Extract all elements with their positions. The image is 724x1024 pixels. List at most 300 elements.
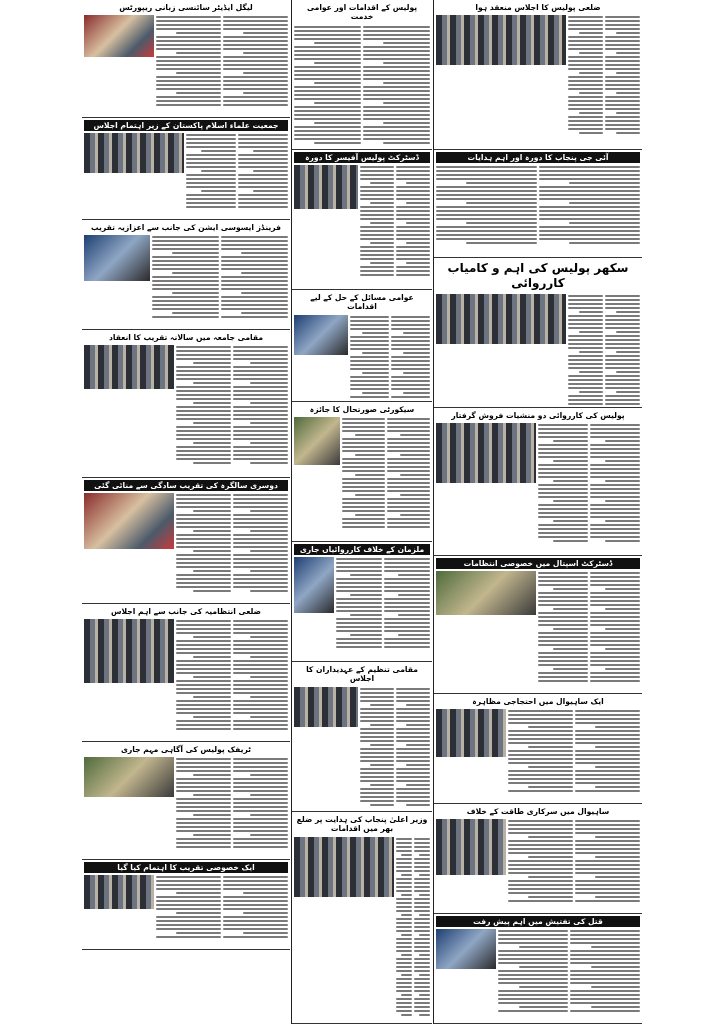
text-line [384,618,430,620]
text-line [575,758,640,760]
text-line [401,854,412,856]
text-line [176,620,231,622]
text-line [250,550,289,552]
text-line [314,122,361,124]
text-line [575,782,640,784]
text-line [233,514,288,516]
text-line [186,194,236,196]
text-line [391,320,430,322]
text-line [396,230,430,232]
text-line [396,728,430,730]
text-line [539,186,640,188]
text-line [396,254,430,256]
text-line [238,202,288,204]
text-line [156,908,221,910]
text-line [363,110,430,112]
text-line [360,748,394,750]
text-line [539,198,640,200]
article-text [575,709,640,792]
text-line [406,222,430,224]
story-body [84,345,288,464]
text-line [605,395,640,397]
text-line [616,311,641,313]
text-line [605,44,640,46]
text-line [221,244,288,246]
text-line [294,106,361,108]
text-line [176,32,222,34]
text-line [223,20,288,22]
text-line [616,391,641,393]
news-story [434,0,642,150]
text-line [186,162,236,164]
text-line [363,130,430,132]
text-line [419,854,430,856]
text-line [590,516,640,518]
text-line [575,884,640,886]
text-line [360,170,394,172]
text-line [193,402,232,404]
text-line [387,426,430,428]
text-line [360,234,394,236]
text-line [579,32,604,34]
text-line [396,862,412,864]
text-line [360,174,394,176]
text-line [538,452,588,454]
text-line [605,315,640,317]
text-line [575,730,640,732]
text-line [384,566,430,568]
text-line [436,210,537,212]
text-line [414,946,430,948]
text-line [176,842,231,844]
text-line [387,482,430,484]
text-line [250,834,289,836]
text-line [233,644,288,646]
text-line [419,934,430,936]
text-line [233,418,288,420]
text-line [590,504,640,506]
text-line [538,432,588,434]
story-body [294,417,430,528]
text-line [575,754,640,756]
text-line [336,570,382,572]
text-line [508,754,573,756]
text-line [384,642,430,644]
text-line [539,174,640,176]
text-line [360,226,394,228]
text-line [508,900,573,902]
text-line [605,108,640,110]
text-line [314,82,361,84]
text-line [590,444,640,446]
text-line [616,331,641,333]
text-line [363,38,430,40]
text-line [595,786,641,788]
text-line [223,100,288,102]
text-line [568,399,603,401]
text-line [508,778,573,780]
text-line [233,628,288,630]
text-line [363,90,430,92]
text-line [363,70,430,72]
story-body [84,235,288,318]
story-body [436,929,640,1012]
text-line [233,704,288,706]
text-line [233,410,288,412]
text-line [233,652,288,654]
text-line [595,726,641,728]
text-line [414,966,430,968]
text-line [570,942,640,944]
text-line [498,998,568,1000]
story-body [294,557,430,648]
text-line [568,403,603,405]
text-line [360,190,394,192]
text-line [152,308,219,310]
article-text [575,819,640,902]
text-line [186,178,236,180]
text-line [498,930,568,932]
text-line [387,478,430,480]
text-line [294,98,361,100]
text-line [414,886,430,888]
text-line [384,590,430,592]
text-line [568,80,603,82]
text-line [387,526,430,528]
text-line [396,878,412,880]
text-line [176,562,231,564]
text-line [342,426,385,428]
text-line [336,610,382,612]
text-line [568,24,603,26]
article-text [223,15,288,106]
text-line [152,300,219,302]
text-line [528,876,574,878]
news-story [434,556,642,694]
text-line [568,323,603,325]
text-line [605,40,640,42]
article-text [539,165,640,244]
text-line [156,916,221,918]
text-line [223,936,288,938]
text-line [569,222,640,224]
text-line [223,880,288,882]
text-line [508,774,573,776]
text-line [539,238,640,240]
text-line [570,950,640,952]
text-line [193,362,232,364]
text-line [616,351,641,353]
story-headline: ملزمان کے خلاف کارروائیاں جاری [294,544,430,555]
text-line [498,994,568,996]
text-line [539,210,640,212]
text-line [383,122,430,124]
text-line [508,868,573,870]
text-line [391,364,430,366]
article-text [223,875,288,938]
text-line [152,236,219,238]
text-line [396,238,430,240]
text-line [233,434,288,436]
news-story [292,0,432,150]
text-line [436,170,537,172]
story-headline: ڈسٹرکٹ اسپتال میں خصوصی انتظامات [436,558,640,569]
text-line [360,756,394,758]
text-line [233,546,288,548]
text-line [575,722,640,724]
story-body [294,165,430,276]
text-line [575,892,640,894]
text-line [414,970,430,972]
text-line [233,446,288,448]
article-text [233,619,288,730]
text-line [400,454,430,456]
text-line [360,274,394,276]
text-line [538,516,588,518]
text-line [233,502,288,504]
text-line [538,640,588,642]
text-line [400,514,430,516]
text-line [294,50,361,52]
text-line [176,786,231,788]
text-line [233,370,288,372]
text-line [360,254,394,256]
text-line [605,363,640,365]
text-line [233,450,288,452]
text-line [233,498,288,500]
text-line [156,28,221,30]
text-line [575,844,640,846]
text-line [575,852,640,854]
article-text [176,619,231,730]
text-line [336,606,382,608]
text-line [579,311,604,313]
text-line [570,958,640,960]
text-line [387,486,430,488]
text-line [570,982,640,984]
story-body [84,493,288,592]
text-line [384,638,430,640]
text-line [396,910,412,912]
text-line [538,656,588,658]
text-line [342,498,385,500]
text-line [176,394,231,396]
text-line [498,962,568,964]
text-line [568,395,603,397]
text-line [605,16,640,18]
text-line [186,182,236,184]
text-line [350,396,389,398]
text-line [238,166,288,168]
text-line [590,672,640,674]
text-line [233,810,288,812]
text-line [384,582,430,584]
story-photo [436,423,536,483]
text-line [336,642,382,644]
text-line [223,916,288,918]
text-line [176,892,222,894]
text-line [590,660,640,662]
text-line [387,502,430,504]
text-line [193,656,232,658]
story-photo [84,757,174,797]
article-text [414,837,430,1016]
text-line [336,622,382,624]
news-story [434,914,642,1024]
text-line [250,422,289,424]
text-line [508,844,573,846]
text-line [508,750,573,752]
text-line [590,596,640,598]
text-line [590,528,640,530]
text-line [360,206,394,208]
article-text [350,315,389,398]
text-line [294,38,361,40]
text-line [176,410,231,412]
text-line [414,998,430,1000]
text-line [575,778,640,780]
text-line [414,1002,430,1004]
text-line [383,142,430,144]
text-line [538,636,588,638]
text-line [156,96,221,98]
text-line [370,764,394,766]
text-line [156,40,221,42]
text-line [538,596,588,598]
text-line [241,292,288,294]
text-line [605,500,640,502]
text-line [241,252,288,254]
text-line [579,72,604,74]
text-line [294,110,361,112]
text-line [363,134,430,136]
text-line [294,26,361,28]
text-line [387,470,430,472]
text-line [570,974,640,976]
text-line [294,74,361,76]
text-line [176,406,231,408]
text-line [568,76,603,78]
story-photo [84,15,154,57]
text-line [396,250,430,252]
text-line [176,806,231,808]
text-line [568,335,603,337]
text-line [595,766,641,768]
text-line [528,896,574,898]
text-line [360,736,394,738]
text-line [595,836,641,838]
text-line [396,796,430,798]
text-line [156,68,221,70]
text-line [498,970,568,972]
text-line [314,142,361,144]
article-text [156,875,221,938]
text-line [156,876,221,878]
story-photo [294,165,358,209]
article-text [233,493,288,592]
text-line [238,162,288,164]
text-line [538,592,588,594]
text-line [176,720,231,722]
text-line [152,244,219,246]
text-line [590,492,640,494]
text-line [233,818,288,820]
text-line [575,770,640,772]
text-line [391,380,430,382]
text-line [172,252,219,254]
text-line [384,626,430,628]
text-line [241,312,288,314]
text-line [591,946,640,948]
text-line [233,438,288,440]
text-line [233,786,288,788]
text-line [538,536,588,538]
text-line [414,882,430,884]
text-line [466,202,537,204]
text-line [176,374,231,376]
text-line [201,170,236,172]
text-line [176,790,231,792]
text-line [396,226,430,228]
text-line [519,946,568,948]
text-line [590,580,640,582]
text-line [176,624,231,626]
text-line [508,824,573,826]
text-line [568,68,603,70]
text-line [553,648,588,650]
text-line [176,822,231,824]
text-line [233,692,288,694]
text-line [233,574,288,576]
text-line [414,926,430,928]
text-line [403,352,430,354]
text-line [590,488,640,490]
text-line [233,798,288,800]
text-line [233,624,288,626]
text-line [233,414,288,416]
text-line [233,366,288,368]
article-text [605,294,640,408]
text-line [176,778,231,780]
text-line [233,374,288,376]
article-text [176,345,231,464]
text-line [508,852,573,854]
text-line [314,62,361,64]
text-line [466,242,537,244]
text-line [590,592,640,594]
article-text [384,557,430,648]
text-line [406,202,430,204]
text-line [568,20,603,22]
story-body [84,619,288,730]
text-line [387,518,430,520]
text-line [223,96,288,98]
news-story [292,812,432,1024]
text-line [579,132,604,134]
text-line [391,396,430,398]
text-line [568,299,603,301]
text-line [156,880,221,882]
text-line [370,242,394,244]
text-line [221,268,288,270]
text-line [568,319,603,321]
text-line [414,930,430,932]
text-line [579,331,604,333]
text-line [396,846,412,848]
text-line [221,260,288,262]
text-line [350,364,389,366]
story-headline: سکھر پولیس کی اہم و کامیاب کارروائی [447,261,629,290]
